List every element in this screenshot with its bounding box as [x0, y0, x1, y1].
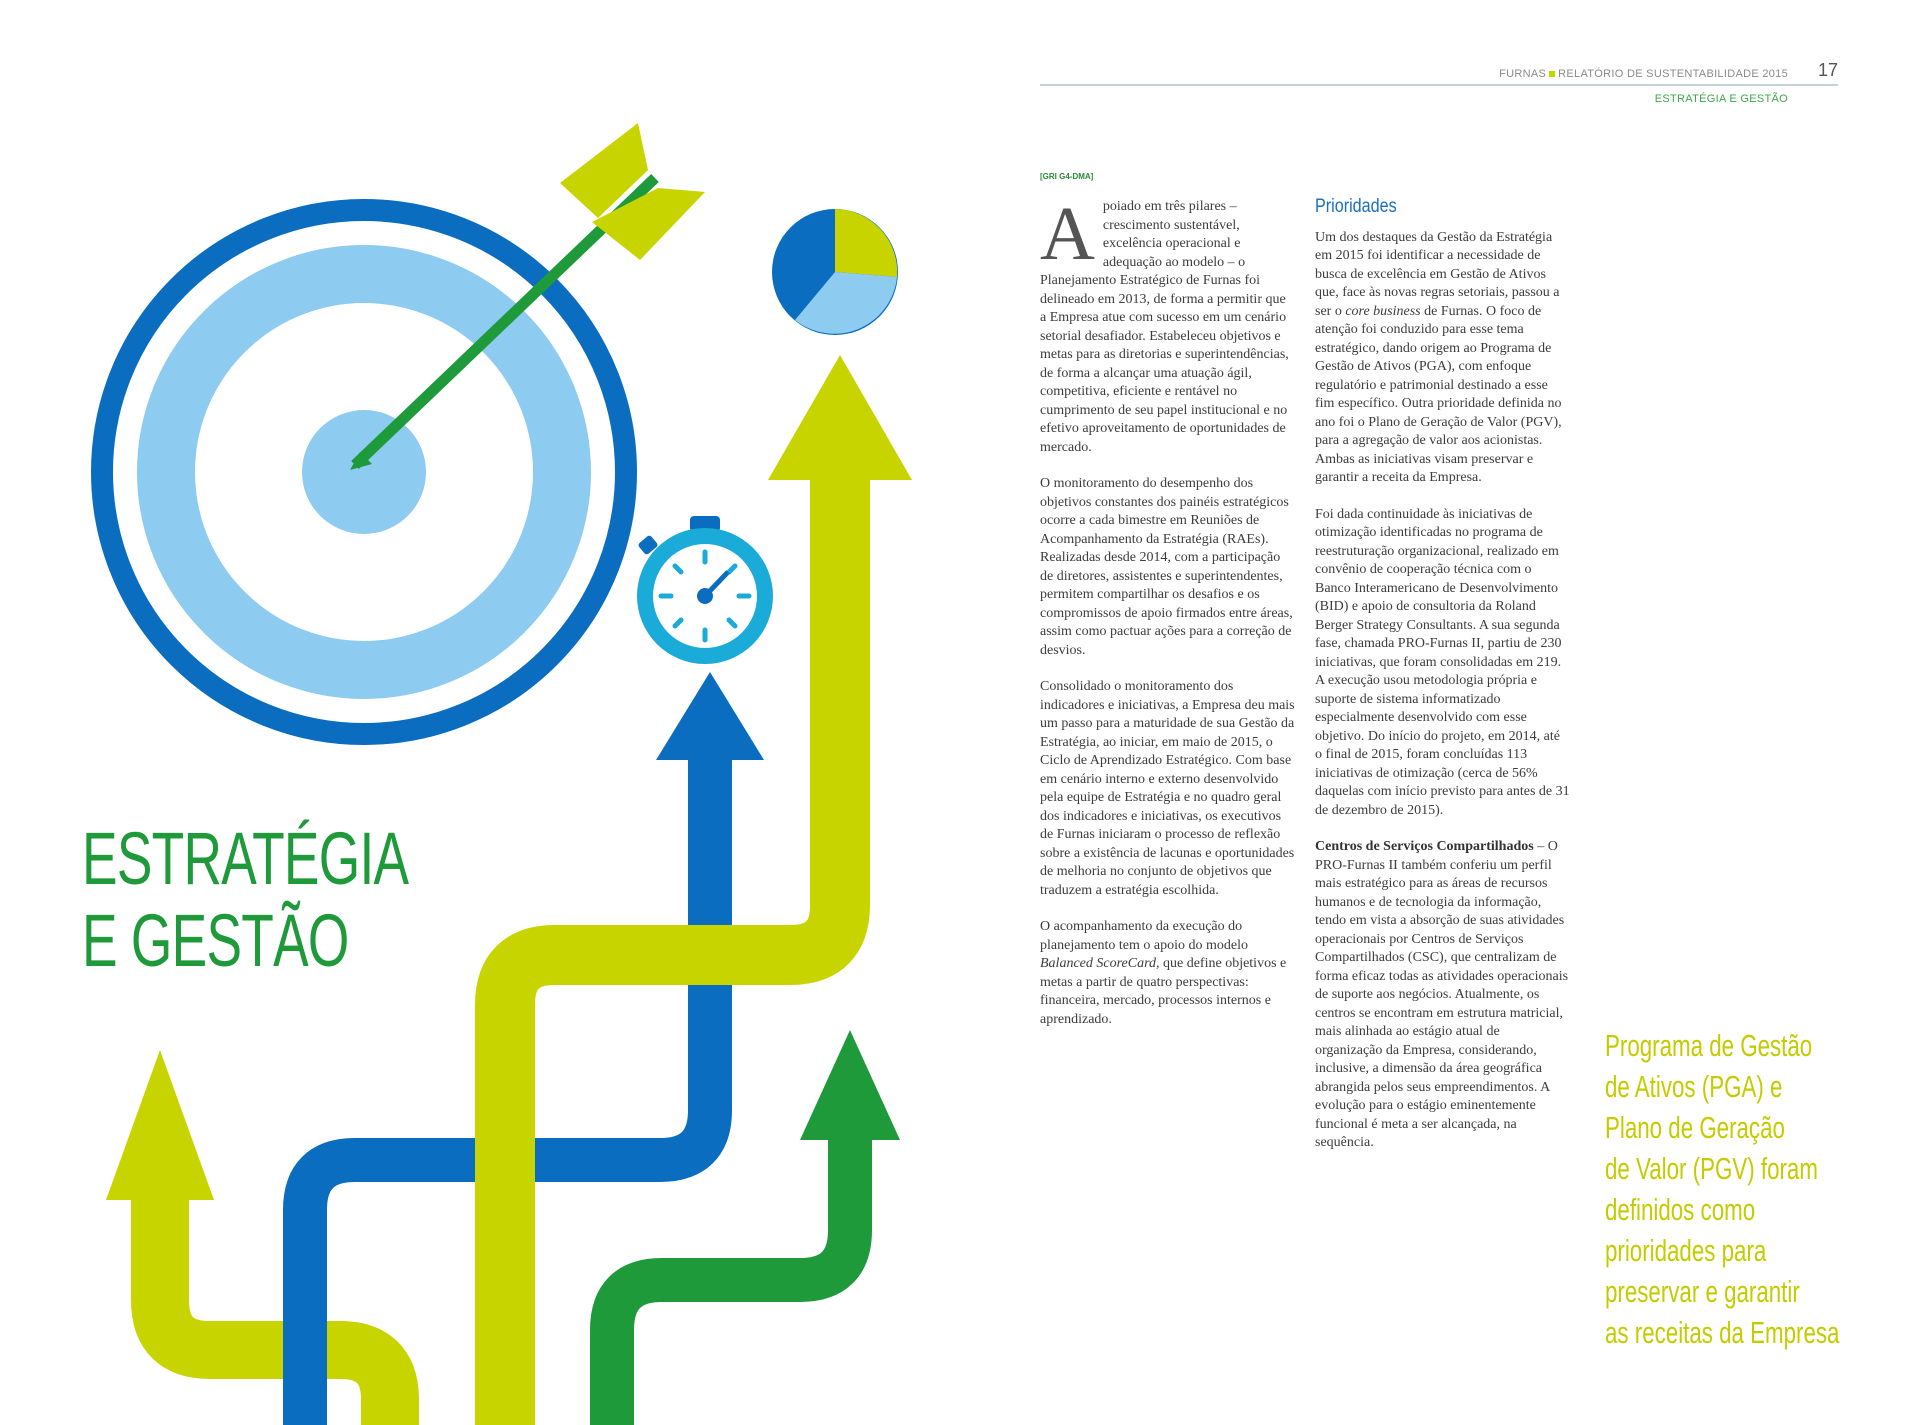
- pull-quote-line: preservar e garantir: [1605, 1274, 1800, 1309]
- pull-quote: [1605, 1025, 1840, 1353]
- page-number: 17: [1817, 60, 1838, 80]
- drop-cap: A: [1040, 192, 1095, 276]
- section-heading-prioridades: Prioridades: [1315, 196, 1397, 217]
- paragraph: Centros de Serviços Compartilhados – O PRO-Furnas II também conferiu um perfil mais estratégico para as áreas de recursos humanos e de tecnologia da informação, tendo em vista a absorção de suas atividades operacionais por Centros de Serviços Compartilhados (CSC), que centralizam de forma eficaz todas as atividades operacionais de suporte aos negócios. Atualmente, os centros se encontram em estrutura matricial, mais alinhada ao estágio atual de organização da Empresa, considerando, inclusive, a dimensão da área geográfica abrangida pelos seus empreendimentos. A evolução para o estágio eminentemente funcional é meta a ser alcançada, na sequência.: [1315, 839, 1569, 1150]
- green-arrow-right: [612, 1030, 900, 1425]
- run-in-heading: Centros de Serviços Compartilhados: [1315, 839, 1534, 854]
- paragraph: O monitoramento do desempenho dos objetivos constantes dos painéis estratégicos ocorre a cada bimestre em Reuniões de Acompanhamento da Estratégia (RAEs). Realizadas desde 2014, com a participação de diretores, assistentes e superintendentes, permitem compartilhar os desafios e os compromissos de apoio firmados entre áreas, assim como pactuar ações para a correção de desvios.: [1040, 476, 1293, 658]
- paragraph: Consolidado o monitoramento dos indicadores e iniciativas, a Empresa deu mais um passo para a maturidade de sua Gestão da Estratégia, ao iniciar, em maio de 2015, o Ciclo de Aprendizado Estratégico. Com base em cenário interno e externo desenvolvido pela equipe de Estratégia e no quadro geral dos indicadores e iniciativas, os executivos de Furnas iniciaram o processo de reflexão sobre a existência de lacunas e oportunidades de melhoria no conjunto de objetivos que traduzem a estratégia escolhida.: [1040, 679, 1295, 898]
- pie-chart-icon: [772, 209, 898, 335]
- chapter-title-line2: E GESTÃO: [82, 899, 349, 982]
- section-label: ESTRATÉGIA E GESTÃO: [1654, 93, 1788, 105]
- text-column-1: [1040, 192, 1295, 1047]
- pull-quote-line: definidos como: [1605, 1192, 1756, 1227]
- paragraph: O acompanhamento da execução do planejamento tem o apoio do modelo Balanced ScoreCard, que define objetivos e metas a partir de quatro perspectivas: financeira, mercado, processos internos e aprendizado.: [1040, 919, 1287, 1027]
- header-report-title: [1499, 68, 1788, 80]
- header-brand: FURNAS: [1499, 68, 1547, 80]
- header-report: RELATÓRIO DE SUSTENTABILIDADE 2015: [1558, 68, 1788, 80]
- text-column-2: [1315, 198, 1570, 1171]
- target-icon: [102, 210, 626, 734]
- intro-paragraph: Apoiado em três pilares – crescimento sustentável, excelência operacional e adequação ao modelo – o Planejamento Estratégico de Furnas foi delineado em 2013, de forma a permitir que a Empresa atue com sucesso em um cenário setorial desafiador. Estabeleceu objetivos e metas para as diretorias e superintendências, de forma a alcançar uma atuação ágil, competitiva, eficiente e rentável no cumprimento de seu papel institucional e no efetivo aproveitamento de oportunidades de mercado.: [1040, 192, 1289, 455]
- header-divider: [1040, 84, 1838, 86]
- pull-quote-line: Programa de Gestão: [1605, 1028, 1813, 1063]
- paragraph: Foi dada continuidade às iniciativas de otimização identificadas no programa de reestruturação organizacional, realizado em convênio de cooperação técnica com o Banco Interamericano de Desenvolvimento (BID) e apoio de consultoria da Roland Berger Strategy Consultants. A sua segunda fase, chamada PRO-Furnas II, partiu de 230 iniciativas, que foram consolidadas em 219. A execução usou metodologia própria e suporte de sistema informatizado especialmente desenvolvido com esse objetivo. Do início do projeto, em 2014, até o final de 2015, foram concluídas 113 iniciativas de otimização (cerca de 56% daquelas com início previsto para antes de 31 de dezembro de 2015).: [1315, 506, 1570, 818]
- chapter-title-line1: ESTRATÉGIA: [82, 817, 409, 900]
- separator-dot: [1549, 71, 1555, 77]
- pull-quote-line: prioridades para: [1605, 1233, 1767, 1268]
- pull-quote-line: Plano de Geração: [1605, 1110, 1785, 1145]
- gri-tag: [GRI G4-DMA]: [1040, 172, 1094, 181]
- pull-quote-line: de Ativos (PGA) e: [1605, 1069, 1783, 1104]
- pull-quote-line: as receitas da Empresa: [1605, 1315, 1840, 1350]
- lime-arrow-left: [106, 1050, 390, 1425]
- chapter-title: [82, 818, 408, 982]
- stopwatch-icon: [637, 516, 773, 664]
- pull-quote-line: de Valor (PGV) foram: [1605, 1151, 1818, 1186]
- paragraph: Um dos destaques da Gestão da Estratégia em 2015 foi identificar a necessidade de busca de excelência em Gestão de Ativos que, face às novas regras setoriais, passou a ser o core business de Furnas. O foco de atenção foi conduzido para esse tema estratégico, dando origem ao Programa de Gestão de Ativos (PGA), com enfoque regulatório e patrimonial destinado a esse fim específico. Outra prioridade definida no ano foi o Plano de Geração de Valor (PGV), para a agregação de valor aos acionistas. Ambas as iniciativas visam preservar e garantir a receita da Empresa.: [1315, 229, 1562, 485]
